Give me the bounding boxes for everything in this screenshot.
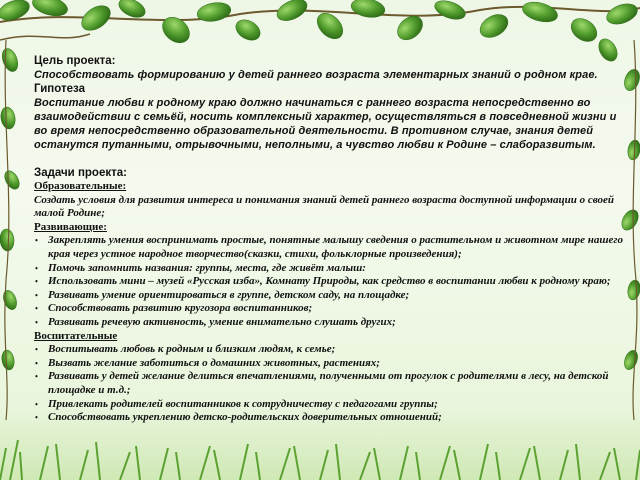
developing-list [34,234,630,329]
hypothesis-text: Воспитание любви к родному краю должно начинаться с раннего возраста непосредственно во взаимодействии с семьёй, носить комплексный характер, осуществляться в повседневной жизни и во время непосредственно образовательной деятельности. В противном случае, знания детей останутся путанными, отрывочными, неполными, а чувство любви к Родине – слаборазвитым. [34,97,617,151]
list-item: • Способствовать развитию кругозора воспитанников; [34,302,630,316]
list-item: • Привлекать родителей воспитанников к сотрудничеству с педагогами группы; [34,398,630,412]
list-item: • Способствовать укреплению детско-родительских доверительных отношений; [34,411,630,425]
tasks-title: Задачи проекта: [34,167,127,179]
list-item: • Развивать речевую активность, умение внимательно слушать других; [34,316,630,330]
list-item: • Развивать умение ориентироваться в группе, детском саду, на площадке; [34,289,630,303]
upbringing-list [34,343,630,425]
developing-heading: Развивающие: [34,220,107,233]
project-description [34,54,630,425]
upbringing-heading: Воспитательные [34,329,118,342]
list-item: • Закреплять умения воспринимать простые, понятные малышу сведения о растительном и животном мире нашего края через устное народное творчество(сказки, стихи, фольклорные произведения); [34,234,630,261]
list-item: • Использовать мини – музей «Русская изба», Комнату Природы, как средство в воспитании любви к родному краю; [34,275,630,289]
educational-text: Создать условия для развития интереса и понимания знаний детей раннего возраста доступной информации о своей малой Родине; [34,193,615,220]
goal-title: Цель проекта: [34,55,116,67]
hypothesis-title: Гипотеза [34,83,85,95]
goal-text: Способствовать формированию у детей раннего возраста элементарных знаний о родном крае. [34,69,598,81]
list-item: • Развивать у детей желание делиться впечатлениями, полученными от прогулок с родителями в лесу, на детской площадке и т.д.; [34,370,630,397]
list-item: • Воспитывать любовь к родным и близким людям, к семье; [34,343,630,357]
educational-heading: Образовательные: [34,180,127,192]
list-item: • Вызвать желание заботиться о домашних животных, растениях; [34,357,630,371]
list-item: • Помочь запомнить названия: группы, места, где живёт малыш: [34,262,630,276]
